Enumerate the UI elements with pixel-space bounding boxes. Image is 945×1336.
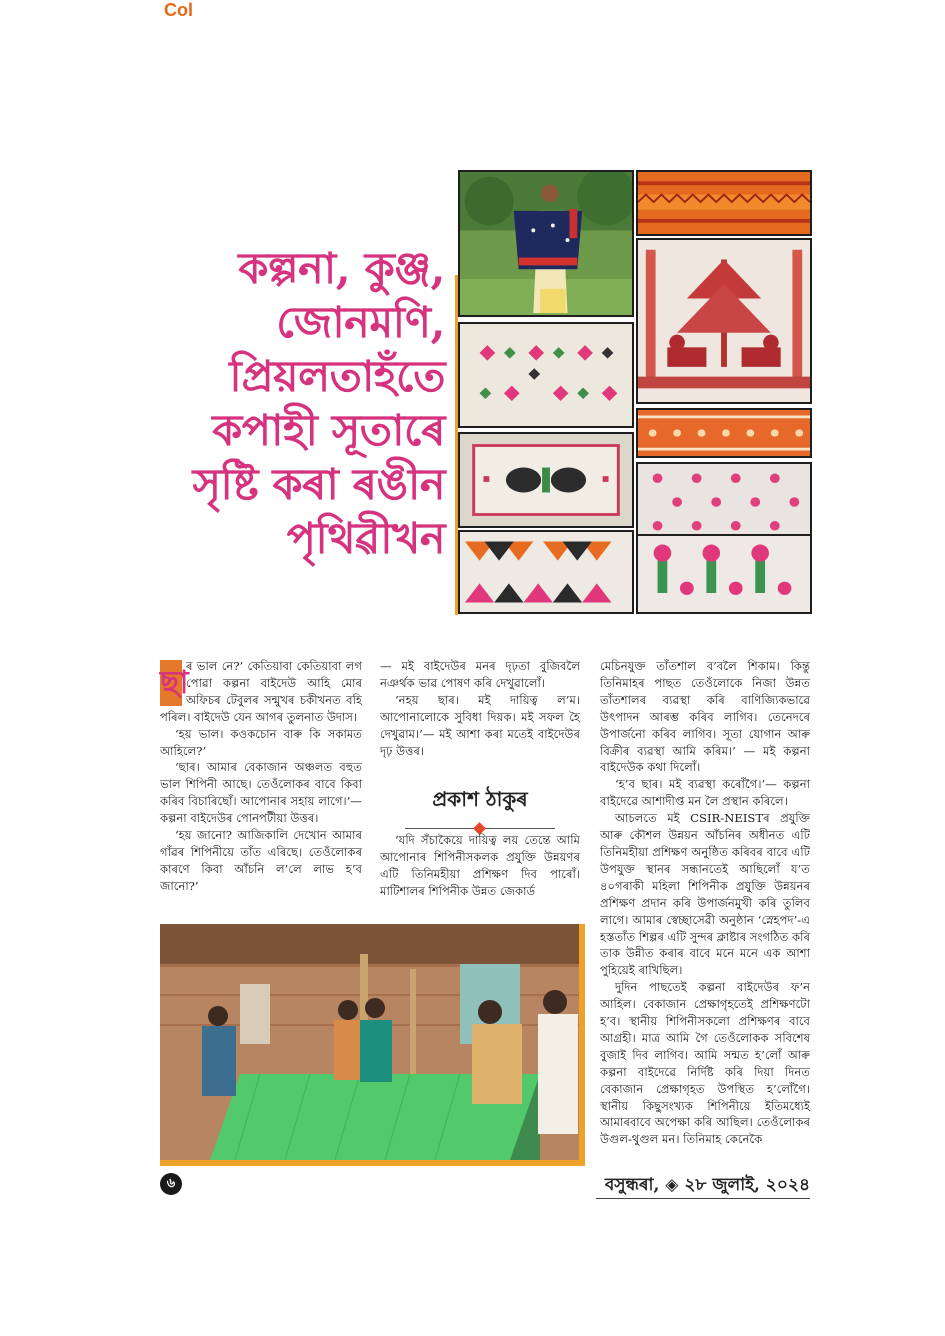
headline-line: কপাহী সূতাৰে bbox=[212, 406, 445, 456]
article-column-2-continued bbox=[380, 832, 580, 900]
paragraph: — মই বাইদেউৰ মনৰ দৃঢ়তা বুজিবলৈ নঞৰ্থক ভাৱ পোষণ কৰি দেখুৱালোঁ। bbox=[380, 659, 580, 690]
headline-line: সৃষ্টি কৰা ৰঙীন bbox=[192, 460, 445, 510]
paragraph: দুদিন পাছতেই কল্পনা বাইদেউৰ ফ’ন আহিল। বেকাজান প্ৰেক্ষাগৃহতেই প্ৰশিক্ষণটো হ’ব। স্থানীয় শিপিনীসকলো প্ৰশিক্ষণৰ বাবে আগ্ৰহী। মাত্ৰ আমি গৈ তেওঁলোকক সবিশেষ বুজাই দিব লাগিব। আমি সন্মত হ’লোঁ আৰু কল্পনা বাইদেৱে নিৰ্দিষ্ট কৰি দিয়া দিনত বেকাজান প্ৰেক্ষাগৃহত উপস্থিত হ’লোঁগৈ। স্থানীয় কিছুসংখ্যক শিপিনীয়ে ইতিমধ্যেই আমাৰবাবে অপেক্ষা কৰি আছিল। তেওঁলোকৰ উগুল-থুগুল মন। তিনিমাহ কেনেকৈ bbox=[600, 980, 810, 1147]
textile-photo-gallery bbox=[458, 170, 813, 615]
paragraph: ‘হ’ব ছাৰ। মই ব্যৱস্থা কৰোঁগৈ।’— কল্পনা বাইদেৱে আশাদীপ্ত মন লৈ প্ৰস্থান কৰিলে। bbox=[600, 777, 810, 809]
photo-weaving-workshop bbox=[160, 924, 585, 1166]
paragraph: ছা ৰ ভাল নে?’ কেতিয়াবা কেতিয়াবা লগ পোৱা কল্পনা বাইদেউ আহি মোৰ অফিচৰ টেবুলৰ সন্মুখৰ চকীখনত বহি পৰিল। বাইদেউ যেন আগৰ তুলনাত উদাস। bbox=[160, 659, 362, 724]
photo-floral-textile bbox=[636, 534, 812, 614]
headline-line: কল্পনা, কুঞ্জ, bbox=[238, 244, 445, 294]
photo-pink-dot-textile bbox=[636, 462, 812, 542]
paragraph: ‘যদি সঁচাকৈয়ে দায়িত্ব লয় তেন্তে আমি আপোনাৰ শিপিনীসকলক প্ৰযুক্তি উন্নয়ণৰ এটি তিনিমহীয়া প্ৰশিক্ষণ দিব পাৰোঁ। মাটিশালৰ শিপিনীক উন্নত জেকাৰ্ড bbox=[380, 833, 580, 898]
photo-elephant-motif-textile bbox=[458, 432, 634, 528]
footer-publication-date: বসুন্ধৰা, ◈ ২৮ জুলাই, ২০২৪ bbox=[604, 1175, 810, 1195]
footer-rule bbox=[596, 1198, 810, 1199]
corner-tag: Col bbox=[164, 0, 193, 20]
photo-orange-pattern-band bbox=[636, 408, 812, 458]
dropcap: ছা bbox=[160, 660, 182, 706]
paragraph: ‘হয় ভাল। কওকচোন বাৰু কি সকামত আহিলে?’ bbox=[160, 726, 362, 758]
headline-line: প্ৰিয়লতাহঁতে bbox=[229, 352, 445, 402]
byline bbox=[380, 785, 580, 837]
headline-line: পৃথিৱীখন bbox=[286, 514, 445, 564]
photo-diamond-motif-textile bbox=[458, 322, 634, 428]
page-number: ৬ bbox=[160, 1173, 182, 1195]
photo-orange-border-textile bbox=[636, 170, 812, 236]
article-column-2 bbox=[380, 658, 580, 759]
headline-line: জোনমণি, bbox=[276, 298, 445, 348]
paragraph: ‘ছাৰ। আমাৰ বেকাজান অঞ্চলত বহুত ভাল শিপিনী আছে। তেওঁলোকৰ বাবে কিবা কৰিব বিচাৰিছোঁ। আপোনাৰ সহায় লাগে।’— কল্পনা বাইদেউৰ পোনপটীয়া উত্তৰ। bbox=[160, 760, 362, 826]
author-name: প্ৰকাশ ঠাকুৰ bbox=[432, 787, 528, 811]
article-column-3 bbox=[600, 658, 810, 1148]
paragraph: মেচিনযুক্ত তাঁতশাল ব’বলৈ শিকাম। কিন্তু তিনিমাহৰ পাছত তেওঁলোকে নিজা উন্নত তাঁতশালৰ ব্যৱস্থা কৰি বাণিজ্যিকভাৱে উৎপাদন আৰম্ভ কৰিব লাগিব। তেনেদৰে উপাৰ্জনো কৰিব লাগিব। সূতা যোগান আৰু বিক্ৰীৰ ব্যৱস্থা আমি কৰিম।’ — মই কল্পনা বাইদেউক কথা দিলোঁ। bbox=[600, 659, 810, 775]
photo-woman-with-shawl bbox=[458, 170, 634, 317]
headline bbox=[150, 242, 445, 566]
photo-tree-motif-textile bbox=[636, 238, 812, 404]
photo-triangle-border-textile bbox=[458, 530, 634, 614]
article-column-1 bbox=[160, 658, 362, 895]
paragraph: ‘হয় জানো? আজিকালি দেখোন আমাৰ গাঁৱৰ শিপিনীয়ে তাঁত এৰিছে। তেওঁলোকৰ কাৰণে কিবা আঁচনি ল’লে লাভ হ’ব জানো?’ bbox=[160, 828, 362, 893]
paragraph: আচলতে মই CSIR-NEISTৰ প্ৰযুক্তি আৰু কৌশল উন্নয়ন আঁচনিৰ অধীনত এটি তিনিমহীয়া প্ৰশিক্ষণ অনুষ্ঠিত কৰিবৰ বাবে এটি উপযুক্ত স্থানৰ সন্ধানতেই আছিলোঁ য’ত ৪০গৰাকী মহিলা শিপিনীক প্ৰযুক্তি উন্নয়নৰ প্ৰশিক্ষণ প্ৰদান কৰি উপাৰ্জনমুখী কৰি তুলিব লাগে। আমাৰ স্বেচ্ছাসেৱী অনুষ্ঠান ‘স্নেহপদ’-এ হস্ততাঁত শিল্পৰ এটি সুন্দৰ ক্লাষ্টাৰ সংগঠিত কৰি তাক উন্নীত কৰাৰ বাবে মনে মনে এক আশা পুহিয়েই ৰাখিছিল। bbox=[600, 811, 810, 978]
paragraph: ‘নহয় ছাৰ। মই দায়িত্ব ল’ম। আপোনালোকে সুবিধা দিয়ক। মই সফল হৈ দেখুৱাম।’— মই আশা কৰা মতেই বাইদেউৰ দৃঢ় উত্তৰ। bbox=[380, 692, 580, 758]
